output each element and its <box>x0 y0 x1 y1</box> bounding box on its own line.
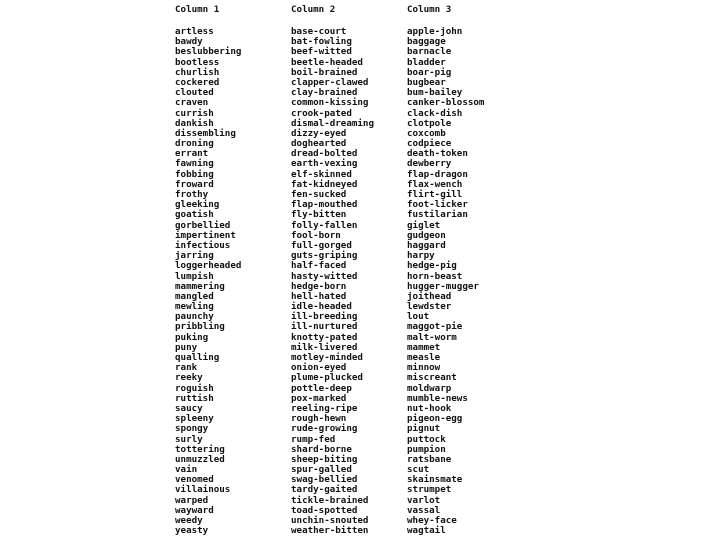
word-item: warped <box>175 494 209 506</box>
word-item: scut <box>407 464 430 476</box>
word-item: fobbing <box>175 168 214 180</box>
word-item: hell-hated <box>291 290 347 302</box>
word-item: nut-hook <box>407 402 452 414</box>
word-item: pottle-deep <box>291 382 352 394</box>
word-item: bladder <box>407 56 446 68</box>
word-item: canker-blossom <box>407 97 485 109</box>
word-item: lout <box>407 311 430 323</box>
word-item: shard-borne <box>291 443 352 455</box>
word-item: motley-minded <box>291 352 363 363</box>
word-item: milk-livered <box>291 341 358 353</box>
word-item: mangled <box>175 290 214 302</box>
word-item: guts-griping <box>291 250 358 262</box>
word-item: clotpole <box>407 117 452 129</box>
word-item: pignut <box>407 423 441 435</box>
word-item: mammering <box>175 280 225 292</box>
word-item: flirt-gill <box>407 189 463 200</box>
word-item: wagtail <box>407 525 446 537</box>
word-item: harpy <box>407 250 435 262</box>
word-item: roguish <box>175 382 214 394</box>
word-item: joithead <box>407 290 452 302</box>
word-item: loggerheaded <box>175 260 242 272</box>
word-item: spleeny <box>175 413 214 425</box>
word-item: artless <box>175 26 214 37</box>
word-item: lewdster <box>407 301 452 313</box>
word-item: moldwarp <box>407 382 452 394</box>
word-item: plume-plucked <box>291 372 363 384</box>
word-item: clay-brained <box>291 87 358 99</box>
word-list <box>291 27 407 536</box>
word-item: currish <box>175 107 214 119</box>
word-item: bootless <box>175 56 220 68</box>
word-item: half-faced <box>291 260 347 272</box>
word-item: puking <box>175 331 209 343</box>
word-item: haggard <box>407 239 446 251</box>
word-item: rank <box>175 362 198 374</box>
word-item: villainous <box>175 484 231 496</box>
word-item: fen-sucked <box>291 189 347 200</box>
word-item: rude-growing <box>291 423 358 435</box>
column-1 <box>175 3 291 536</box>
word-item: maggot-pie <box>407 321 463 333</box>
column-3 <box>407 3 523 536</box>
word-item: frothy <box>175 189 209 200</box>
word-item: whey-face <box>407 515 457 526</box>
word-item: spur-galled <box>291 464 352 476</box>
word-item: mewling <box>175 301 214 313</box>
word-item: wayward <box>175 504 214 516</box>
word-item: minnow <box>407 362 441 374</box>
word-item: sheep-biting <box>291 453 358 465</box>
word-item: fustilarian <box>407 209 468 221</box>
word-item: spongy <box>175 423 209 435</box>
word-item: bum-bailey <box>407 87 463 99</box>
word-item: flap-mouthed <box>291 199 358 211</box>
word-item: mammet <box>407 341 441 353</box>
word-item: idle-headed <box>291 301 352 313</box>
word-item: tottering <box>175 443 225 455</box>
word-item: folly-fallen <box>291 219 358 231</box>
word-item: hasty-witted <box>291 270 358 282</box>
word-item: saucy <box>175 402 203 414</box>
word-item: miscreant <box>407 372 457 384</box>
word-item: yeasty <box>175 525 209 537</box>
column-2 <box>291 3 407 536</box>
word-item: rough-hewn <box>291 413 347 425</box>
word-item: fool-born <box>291 229 341 241</box>
word-item: ratsbane <box>407 453 452 465</box>
word-item: boil-brained <box>291 66 358 78</box>
word-item: onion-eyed <box>291 362 347 374</box>
word-item: beetle-headed <box>291 56 363 68</box>
word-item: fly-bitten <box>291 209 347 221</box>
column-header: Column 2 <box>291 4 336 15</box>
word-item: boar-pig <box>407 66 452 78</box>
word-item: varlot <box>407 494 441 506</box>
word-item: codpiece <box>407 138 452 150</box>
word-item: common-kissing <box>291 97 369 109</box>
word-item: ruttish <box>175 392 214 404</box>
word-item: churlish <box>175 66 220 78</box>
word-item: full-gorged <box>291 239 352 251</box>
word-item: unmuzzled <box>175 453 225 465</box>
word-item: reeling-ripe <box>291 402 358 414</box>
word-item: measle <box>407 352 441 363</box>
word-item: bat-fowling <box>291 36 352 48</box>
word-item: barnacle <box>407 46 452 58</box>
word-item: weedy <box>175 515 203 526</box>
word-item: clack-dish <box>407 107 463 119</box>
word-item: dizzy-eyed <box>291 127 347 139</box>
word-item: puttock <box>407 433 446 445</box>
word-item: swag-bellied <box>291 474 358 486</box>
word-item: horn-beast <box>407 270 463 282</box>
word-item: pumpion <box>407 443 446 455</box>
word-item: strumpet <box>407 484 452 496</box>
word-item: surly <box>175 433 203 445</box>
word-item: gudgeon <box>407 229 446 241</box>
word-item: base-court <box>291 26 347 37</box>
word-item: venomed <box>175 474 214 486</box>
word-item: pribbling <box>175 321 225 333</box>
word-item: earth-vexing <box>291 158 358 170</box>
word-item: coxcomb <box>407 127 446 139</box>
word-item: hedge-born <box>291 280 347 292</box>
word-item: mumble-news <box>407 392 468 404</box>
word-item: gorbellied <box>175 219 231 231</box>
word-item: dankish <box>175 117 214 129</box>
word-item: beef-witted <box>291 46 352 58</box>
word-item: fat-kidneyed <box>291 178 358 190</box>
word-item: death-token <box>407 148 468 160</box>
word-item: baggage <box>407 36 446 48</box>
word-item: dewberry <box>407 158 452 170</box>
column-header: Column 3 <box>407 4 452 15</box>
word-item: droning <box>175 138 214 150</box>
word-item: ill-breeding <box>291 311 358 323</box>
word-item: skainsmate <box>407 474 463 486</box>
column-header: Column 1 <box>175 4 220 15</box>
word-item: impertinent <box>175 229 236 241</box>
word-item: foot-licker <box>407 199 468 211</box>
word-item: tardy-gaited <box>291 484 358 496</box>
word-item: paunchy <box>175 311 214 323</box>
word-item: craven <box>175 97 209 109</box>
insult-word-table <box>175 3 535 537</box>
word-item: flax-wench <box>407 178 463 190</box>
word-item: jarring <box>175 250 214 262</box>
word-item: tickle-brained <box>291 494 369 506</box>
word-item: pox-marked <box>291 392 347 404</box>
word-item: doghearted <box>291 138 347 150</box>
word-item: goatish <box>175 209 214 221</box>
word-item: pigeon-egg <box>407 413 463 425</box>
word-item: giglet <box>407 219 441 231</box>
word-item: dismal-dreaming <box>291 117 374 129</box>
word-item: qualling <box>175 352 220 363</box>
word-item: lumpish <box>175 270 214 282</box>
word-item: apple-john <box>407 26 463 37</box>
word-item: vassal <box>407 504 441 516</box>
word-item: bawdy <box>175 36 203 48</box>
word-item: clouted <box>175 87 214 99</box>
word-item: errant <box>175 148 209 160</box>
word-item: dread-bolted <box>291 148 358 160</box>
word-item: elf-skinned <box>291 168 352 180</box>
word-item: knotty-pated <box>291 331 358 343</box>
word-list <box>407 27 523 536</box>
word-item: weather-bitten <box>291 525 369 537</box>
word-item: cockered <box>175 76 220 88</box>
word-item: toad-spotted <box>291 504 358 516</box>
word-item: unchin-snouted <box>291 515 369 526</box>
word-item: dissembling <box>175 127 236 139</box>
word-item: gleeking <box>175 199 220 211</box>
word-item: hedge-pig <box>407 260 457 272</box>
word-item: bugbear <box>407 76 446 88</box>
word-item: vain <box>175 464 198 476</box>
word-list <box>175 27 291 536</box>
word-item: malt-worm <box>407 331 457 343</box>
word-item: hugger-mugger <box>407 280 479 292</box>
word-item: beslubbering <box>175 46 242 58</box>
word-item: reeky <box>175 372 203 384</box>
word-item: ill-nurtured <box>291 321 358 333</box>
word-item: clapper-clawed <box>291 76 369 88</box>
word-item: fawning <box>175 158 214 170</box>
word-item: puny <box>175 341 198 353</box>
word-item: froward <box>175 178 214 190</box>
word-item: rump-fed <box>291 433 336 445</box>
word-item: infectious <box>175 239 231 251</box>
word-item: flap-dragon <box>407 168 468 180</box>
word-item: crook-pated <box>291 107 352 119</box>
